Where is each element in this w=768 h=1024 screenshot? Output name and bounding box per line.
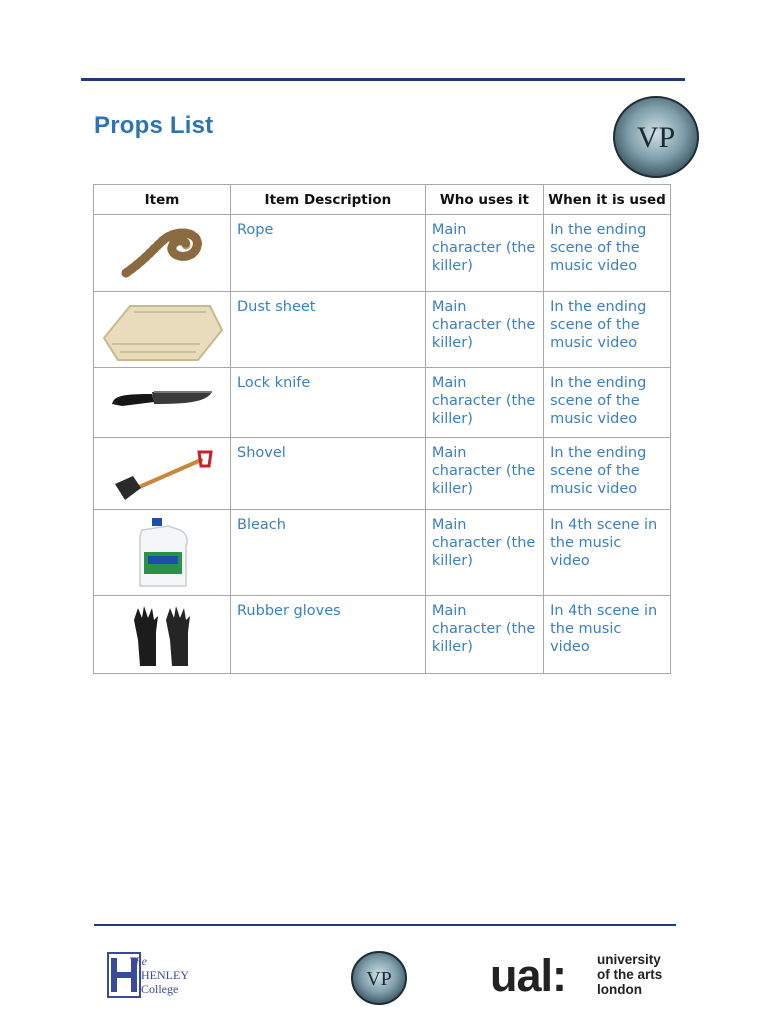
dust-sheet-icon xyxy=(100,298,224,362)
item-image-cell xyxy=(94,596,231,674)
ual-line1: university xyxy=(597,952,661,967)
vp-footer-logo xyxy=(350,950,408,1006)
description-cell: Rope xyxy=(231,215,426,292)
when-cell: In the ending scene of the music video xyxy=(544,215,671,292)
item-image-cell xyxy=(94,368,231,438)
table-row xyxy=(94,292,671,368)
vp-logo xyxy=(612,95,700,179)
table-row xyxy=(94,510,671,596)
vp-footer-logo-text: VP xyxy=(366,968,392,990)
rope-icon xyxy=(112,221,212,285)
footer-rule xyxy=(94,924,676,926)
table-row xyxy=(94,368,671,438)
when-cell: In the ending scene of the music video xyxy=(544,438,671,510)
henley-college-logo xyxy=(107,952,207,998)
header-who: Who uses it xyxy=(425,185,543,215)
who-cell: Main character (the killer) xyxy=(425,438,543,510)
when-cell: In 4th scene in the music video xyxy=(544,596,671,674)
bleach-bottle-icon xyxy=(132,516,192,590)
who-cell: Main character (the killer) xyxy=(425,510,543,596)
ual-line2: of the arts xyxy=(597,967,663,982)
table-row xyxy=(94,438,671,510)
when-cell: In 4th scene in the music video xyxy=(544,510,671,596)
header-when: When it is used xyxy=(544,185,671,215)
item-image-cell xyxy=(94,292,231,368)
who-cell: Main character (the killer) xyxy=(425,368,543,438)
table-row xyxy=(94,596,671,674)
item-image-cell xyxy=(94,215,231,292)
ual-line3: london xyxy=(597,982,642,997)
when-cell: In the ending scene of the music video xyxy=(544,292,671,368)
props-table xyxy=(93,184,671,674)
table-row xyxy=(94,215,671,292)
ual-logo-text xyxy=(597,952,662,997)
henley-line2: HENLEY xyxy=(141,968,189,982)
header-description: Item Description xyxy=(231,185,426,215)
item-image-cell xyxy=(94,510,231,596)
header-item: Item xyxy=(94,185,231,215)
description-cell: Dust sheet xyxy=(231,292,426,368)
henley-line1: The xyxy=(129,954,147,968)
shovel-icon xyxy=(107,444,217,504)
item-image-cell xyxy=(94,438,231,510)
description-cell: Bleach xyxy=(231,510,426,596)
who-cell: Main character (the killer) xyxy=(425,596,543,674)
vp-logo-text: VP xyxy=(636,121,676,154)
who-cell: Main character (the killer) xyxy=(425,215,543,292)
knife-icon xyxy=(108,374,216,414)
ual-logo-mark: ual: xyxy=(490,950,567,1001)
description-cell: Lock knife xyxy=(231,368,426,438)
when-cell: In the ending scene of the music video xyxy=(544,368,671,438)
who-cell: Main character (the killer) xyxy=(425,292,543,368)
table-header-row xyxy=(94,185,671,215)
page-title: Props List xyxy=(94,112,214,139)
description-cell: Rubber gloves xyxy=(231,596,426,674)
henley-line3: College xyxy=(141,982,179,996)
header-rule xyxy=(81,78,685,81)
description-cell: Shovel xyxy=(231,438,426,510)
rubber-gloves-icon xyxy=(128,602,196,668)
